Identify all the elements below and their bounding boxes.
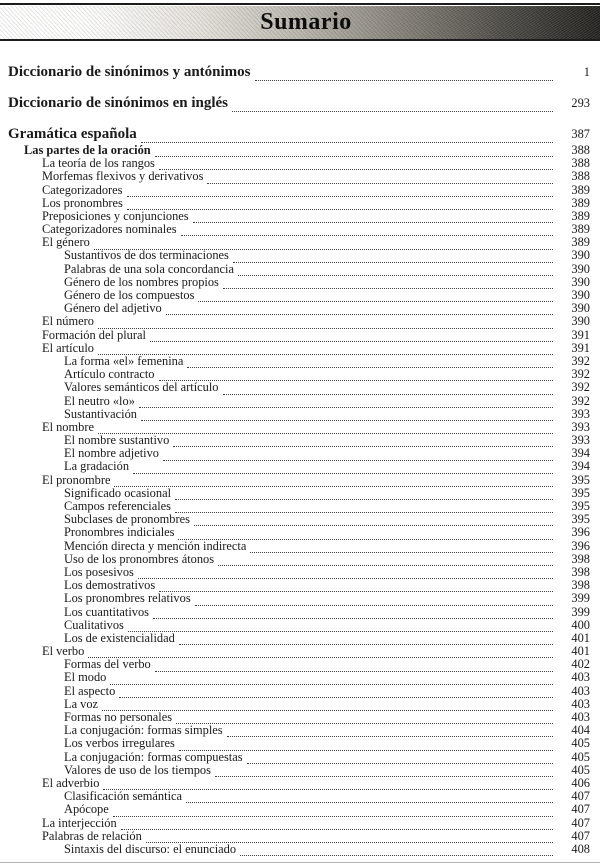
toc-entry-label: Las partes de la oración <box>24 142 151 157</box>
toc-entry-label: Significado ocasional <box>64 485 172 500</box>
toc-entry-label: Sustantivos de dos terminaciones <box>64 248 229 263</box>
dotted-leader <box>247 760 553 764</box>
dotted-leader <box>186 799 553 803</box>
toc-entry-label: El nombre <box>42 419 94 434</box>
toc-entry-label: Morfemas flexivos y derivativos <box>42 169 204 184</box>
toc-entry-page: 395 <box>571 512 590 527</box>
toc-entry-page: 389 <box>571 195 590 210</box>
dotted-leader <box>163 457 553 461</box>
toc-entry-label: El adverbio <box>42 775 100 790</box>
dotted-leader <box>159 166 553 170</box>
dotted-leader <box>179 641 553 645</box>
toc-entry-label: El modo <box>64 670 107 685</box>
toc-entry-page: 399 <box>571 604 590 619</box>
toc-entry-label: Diccionario de sinónimos en inglés <box>8 95 229 111</box>
toc-entry-label: El número <box>42 314 94 329</box>
toc-entry-label: Subclases de pronombres <box>64 512 190 527</box>
dotted-leader <box>181 232 553 236</box>
toc-entry <box>8 843 590 856</box>
toc-entry-label: El nombre sustantivo <box>64 433 170 448</box>
toc-entry-label: La teoría de los rangos <box>42 156 155 171</box>
toc-entry-page: 391 <box>571 327 590 342</box>
toc-entry <box>8 592 590 605</box>
toc-entry-page: 396 <box>571 538 590 553</box>
toc-entry-label: Clasificación semántica <box>64 789 183 804</box>
toc-entry-page: 390 <box>571 288 590 303</box>
toc-entry-page: 388 <box>571 156 590 171</box>
toc-entry-label: Apócope <box>64 802 109 817</box>
dotted-leader <box>195 602 553 606</box>
toc-entry <box>8 263 590 276</box>
toc-entry-page: 407 <box>571 802 590 817</box>
toc-entry-page: 1 <box>583 65 590 79</box>
toc-entry-page: 395 <box>571 472 590 487</box>
toc-entry-page: 392 <box>571 353 590 368</box>
toc-entry <box>8 606 590 619</box>
toc-entry <box>8 197 590 210</box>
toc-entry <box>8 474 590 487</box>
toc-entry-label: La conjugación: formas simples <box>64 723 223 738</box>
toc-entry-label: Valores semánticos del artículo <box>64 380 219 395</box>
toc-entry-label: La conjugación: formas compuestas <box>64 749 243 764</box>
dotted-leader <box>114 483 553 487</box>
toc-entry-page: 398 <box>571 578 590 593</box>
toc-entry-label: Los demostrativos <box>64 578 156 593</box>
toc-entry-label: El aspecto <box>64 683 116 698</box>
dotted-leader <box>218 562 553 566</box>
toc-entry-label: Los de existencialidad <box>64 630 175 645</box>
toc-entry <box>8 63 590 82</box>
toc-entry-page: 390 <box>571 261 590 276</box>
toc-entry-label: Gramática española <box>8 126 137 142</box>
toc-entry-page: 387 <box>571 127 590 141</box>
toc-entry-page: 393 <box>571 419 590 434</box>
toc-entry-label: El pronombre <box>42 472 111 487</box>
toc-entry-label: Los pronombres <box>42 195 123 210</box>
dotted-leader <box>232 108 553 112</box>
toc-entry-label: Preposiciones y conjunciones <box>42 208 189 223</box>
header-banner <box>0 6 600 39</box>
dotted-leader <box>233 259 553 263</box>
toc-entry <box>8 250 590 263</box>
toc-entry-label: Los verbos irregulares <box>64 736 175 751</box>
toc-entry-label: Mención directa y mención indirecta <box>64 538 247 553</box>
dotted-leader <box>128 628 553 632</box>
dotted-leader <box>166 311 553 315</box>
dotted-leader <box>227 733 553 737</box>
toc-entry-page: 293 <box>571 96 590 110</box>
toc-entry-page: 403 <box>571 710 590 725</box>
toc-entry <box>8 751 590 764</box>
toc-entry-label: Campos referenciales <box>64 499 171 514</box>
toc-entry <box>8 395 590 408</box>
toc-entry-label: Formas del verbo <box>64 657 151 672</box>
dotted-leader <box>155 668 553 672</box>
toc-entry <box>8 685 590 698</box>
toc-entry-page: 399 <box>571 591 590 606</box>
toc-entry-label: Formación del plural <box>42 327 146 342</box>
toc-entry-label: El neutro «lo» <box>64 393 135 408</box>
dotted-leader <box>113 813 553 817</box>
toc-entry <box>8 329 590 342</box>
toc-entry-page: 391 <box>571 340 590 355</box>
toc-entry-page: 407 <box>571 828 590 843</box>
toc-entry-label: Cualitativos <box>64 617 124 632</box>
toc-entry-label: Los cuantitativos <box>64 604 149 619</box>
toc-entry-label: Categorizadores nominales <box>42 222 177 237</box>
toc-entry <box>8 461 590 474</box>
toc-entry-page: 389 <box>571 235 590 250</box>
dotted-leader <box>159 588 553 592</box>
dotted-leader <box>223 285 553 289</box>
dotted-leader <box>215 773 553 777</box>
toc-entry-label: La forma «el» femenina <box>64 353 184 368</box>
dotted-leader <box>133 470 553 474</box>
toc-entry <box>8 94 590 113</box>
dotted-leader <box>250 549 553 553</box>
dotted-leader <box>138 575 553 579</box>
toc-entry-page: 407 <box>571 815 590 830</box>
toc-entry-label: Diccionario de sinónimos y antónimos <box>8 64 251 80</box>
toc-entry-page: 390 <box>571 274 590 289</box>
dotted-leader <box>223 391 554 395</box>
toc-entry-label: Género del adjetivo <box>64 301 162 316</box>
toc-entry-page: 395 <box>571 485 590 500</box>
toc-entry-page: 392 <box>571 393 590 408</box>
toc-entry-label: Artículo contracto <box>64 367 155 382</box>
dotted-leader <box>198 298 553 302</box>
dotted-leader <box>255 77 553 81</box>
toc-entry-page: 393 <box>571 406 590 421</box>
dotted-leader <box>110 681 553 685</box>
toc-entry-page: 407 <box>571 789 590 804</box>
toc-entry-page: 392 <box>571 367 590 382</box>
table-of-contents <box>0 41 600 865</box>
toc-entry-page: 389 <box>571 222 590 237</box>
dotted-leader <box>121 826 553 830</box>
toc-entry-page: 405 <box>571 736 590 751</box>
toc-entry <box>8 302 590 315</box>
dotted-leader <box>155 153 553 157</box>
dotted-leader <box>193 219 553 223</box>
toc-entry-page: 401 <box>571 644 590 659</box>
toc-entry <box>8 817 590 830</box>
dotted-leader <box>139 404 553 408</box>
toc-entry <box>8 672 590 685</box>
toc-entry-label: Uso de los pronombres átonos <box>64 551 215 566</box>
toc-entry-page: 395 <box>571 499 590 514</box>
toc-entry-label: El género <box>42 235 90 250</box>
toc-entry-page: 388 <box>571 169 590 184</box>
page-title: Sumario <box>260 9 352 35</box>
toc-entry-page: 394 <box>571 459 590 474</box>
toc-entry-label: El nombre adjetivo <box>64 446 159 461</box>
toc-entry-label: Los pronombres relativos <box>64 591 191 606</box>
dotted-leader <box>173 443 553 447</box>
toc-entry-page: 392 <box>571 380 590 395</box>
toc-entry <box>8 737 590 750</box>
toc-entry-label: La gradación <box>64 459 130 474</box>
toc-entry-page: 390 <box>571 314 590 329</box>
toc-entry-label: Categorizadores <box>42 182 123 197</box>
toc-entry-page: 404 <box>571 723 590 738</box>
toc-entry-page: 389 <box>571 182 590 197</box>
toc-entry <box>8 830 590 843</box>
toc-entry-label: Formas no personales <box>64 710 173 725</box>
toc-entry-page: 388 <box>571 142 590 157</box>
toc-entry <box>8 632 590 645</box>
toc-entry-label: Sustantivación <box>64 406 137 421</box>
dotted-leader <box>194 522 553 526</box>
toc-entry <box>8 619 590 632</box>
toc-entry-page: 408 <box>571 841 590 856</box>
dotted-leader <box>141 417 553 421</box>
dotted-leader <box>176 720 553 724</box>
top-rule <box>0 3 600 5</box>
toc-entry-label: Género de los compuestos <box>64 288 195 303</box>
toc-entry-label: Género de los nombres propios <box>64 274 219 289</box>
dotted-leader <box>141 139 553 143</box>
toc-entry <box>8 184 590 197</box>
toc-entry-page: 396 <box>571 525 590 540</box>
toc-entry-page: 398 <box>571 551 590 566</box>
toc-entry <box>8 408 590 421</box>
toc-entry-label: Valores de uso de los tiempos <box>64 762 211 777</box>
toc-entry-page: 394 <box>571 446 590 461</box>
toc-entry-label: La interjección <box>42 815 117 830</box>
toc-entry-label: Los posesivos <box>64 564 134 579</box>
toc-entry-page: 402 <box>571 657 590 672</box>
toc-entry-label: La voz <box>64 696 99 711</box>
toc-entry <box>8 526 590 539</box>
toc-entry-page: 400 <box>571 617 590 632</box>
dotted-leader <box>240 852 553 856</box>
toc-entry <box>8 803 590 816</box>
dotted-leader <box>175 496 553 500</box>
page-bottom-edge <box>0 862 600 863</box>
dotted-leader <box>98 325 553 329</box>
toc-entry-page: 398 <box>571 564 590 579</box>
toc-entry-page: 403 <box>571 696 590 711</box>
dotted-leader <box>153 615 553 619</box>
toc-entry-page: 390 <box>571 248 590 263</box>
dotted-leader <box>238 272 553 276</box>
toc-entry <box>8 381 590 394</box>
toc-entry-label: El artículo <box>42 340 94 355</box>
toc-entry-page: 406 <box>571 775 590 790</box>
toc-entry-page: 405 <box>571 762 590 777</box>
dotted-leader <box>187 364 553 368</box>
toc-entry-label: El verbo <box>42 644 85 659</box>
toc-entry-label: Sintaxis del discurso: el enunciado <box>64 841 237 856</box>
toc-entry-page: 389 <box>571 208 590 223</box>
toc-entry-label: Palabras de una sola concordancia <box>64 261 234 276</box>
toc-entry <box>8 125 590 144</box>
toc-entry <box>8 540 590 553</box>
dotted-leader <box>119 694 553 698</box>
toc-entry-page: 393 <box>571 433 590 448</box>
dotted-leader <box>207 180 553 184</box>
dotted-leader <box>88 654 553 658</box>
toc-entry <box>8 315 590 328</box>
toc-entry-page: 403 <box>571 683 590 698</box>
toc-entry-page: 401 <box>571 630 590 645</box>
dotted-leader <box>150 338 553 342</box>
toc-entry-page: 405 <box>571 749 590 764</box>
toc-entry-label: Pronombres indiciales <box>64 525 175 540</box>
toc-entry <box>8 223 590 236</box>
toc-entry-label: Palabras de relación <box>42 828 142 843</box>
toc-entry-page: 403 <box>571 670 590 685</box>
toc-entry <box>8 170 590 183</box>
dotted-leader <box>127 206 553 210</box>
dotted-leader <box>127 193 553 197</box>
dotted-leader <box>175 509 553 513</box>
toc-entry-page: 390 <box>571 301 590 316</box>
